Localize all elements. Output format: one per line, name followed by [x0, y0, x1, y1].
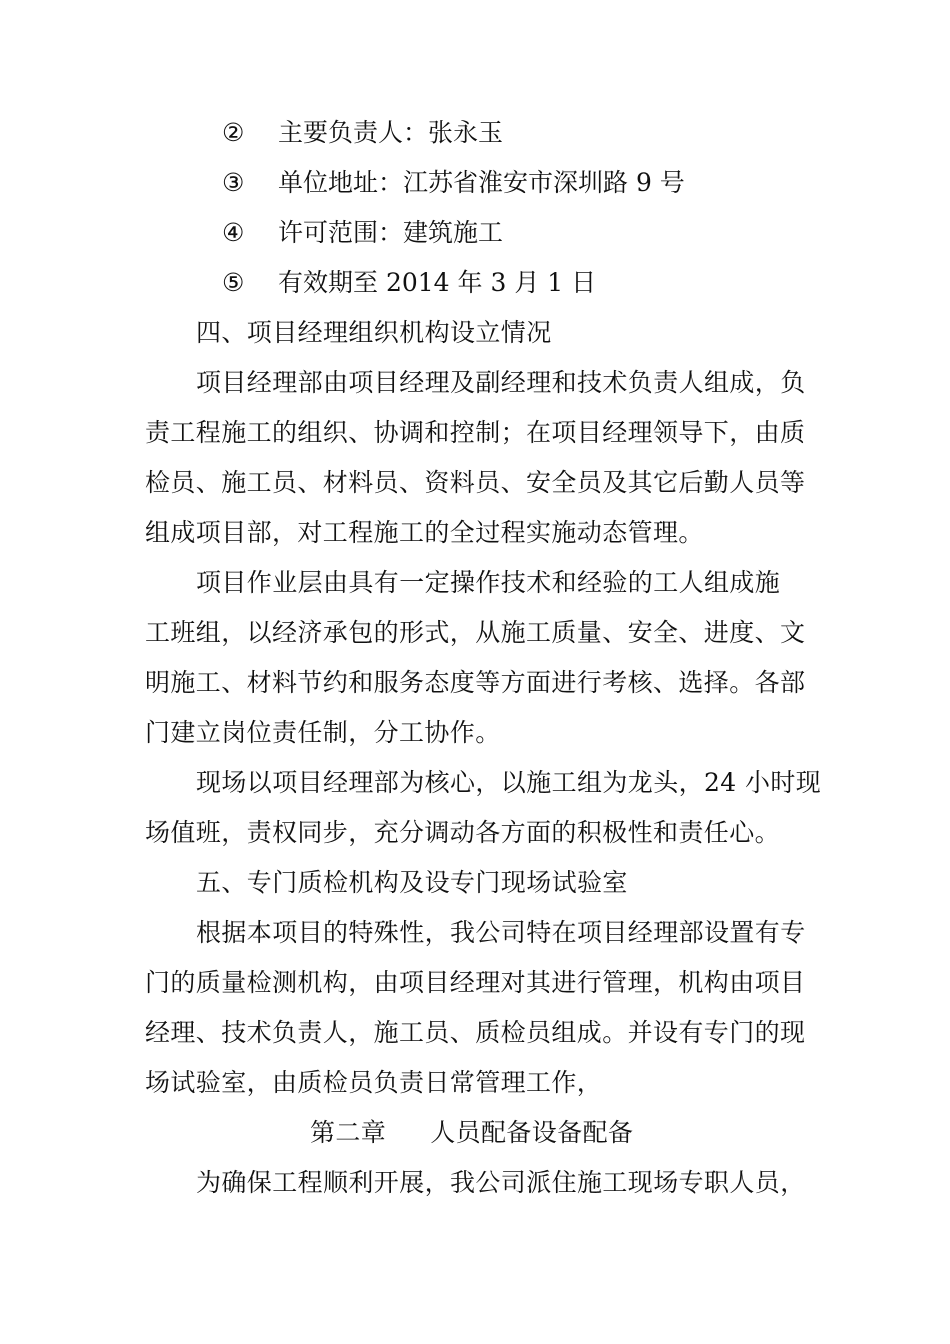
paragraph-line: 项目作业层由具有一定操作技术和经验的工人组成施 [196, 568, 781, 597]
paragraph-line: 组成项目部，对工程施工的全过程实施动态管理。 [145, 518, 704, 547]
paragraph-line: 明施工、材料节约和服务态度等方面进行考核、选择。各部 [145, 668, 806, 697]
section-heading: 五、专门质检机构及设专门现场试验室 [196, 868, 628, 897]
list-item-text: 许可范围：建筑施工 [278, 218, 504, 247]
paragraph-line: 场值班，责权同步，充分调动各方面的积极性和责任心。 [145, 818, 781, 847]
paragraph-line: 门建立岗位责任制，分工协作。 [145, 718, 501, 747]
list-item-number: ② [222, 118, 245, 147]
paragraph-line: 门的质量检测机构，由项目经理对其进行管理，机构由项目 [145, 968, 806, 997]
list-item-number: ⑤ [222, 268, 245, 297]
paragraph-line: 现场以项目经理部为核心，以施工组为龙头，24 小时现 [196, 768, 822, 797]
paragraph-line: 为确保工程顺利开展，我公司派住施工现场专职人员， [196, 1168, 806, 1197]
paragraph-line: 经理、技术负责人，施工员、质检员组成。并设有专门的现 [145, 1018, 806, 1047]
paragraph-line: 检员、施工员、材料员、资料员、安全员及其它后勤人员等 [145, 468, 806, 497]
paragraph-line: 根据本项目的特殊性，我公司特在项目经理部设置有专 [196, 918, 806, 947]
paragraph-line: 场试验室，由质检员负责日常管理工作， [145, 1068, 603, 1097]
paragraph-line: 项目经理部由项目经理及副经理和技术负责人组成，负 [196, 368, 806, 397]
chapter-heading [310, 1118, 633, 1148]
list-item-number: ③ [222, 168, 245, 197]
chapter-title: 人员配备设备配备 [430, 1118, 634, 1147]
list-item-text: 主要负责人：张永玉 [278, 118, 504, 147]
list-item-text: 单位地址：江苏省淮安市深圳路 9 号 [278, 168, 685, 197]
list-item-text: 有效期至 2014 年 3 月 1 日 [278, 268, 597, 297]
list-item-number: ④ [222, 218, 245, 247]
paragraph-line: 责工程施工的组织、协调和控制；在项目经理领导下，由质 [145, 418, 806, 447]
chapter-number: 第二章 [310, 1118, 387, 1147]
section-heading: 四、项目经理组织机构设立情况 [196, 318, 552, 347]
paragraph-line: 工班组，以经济承包的形式，从施工质量、安全、进度、文 [145, 618, 806, 647]
